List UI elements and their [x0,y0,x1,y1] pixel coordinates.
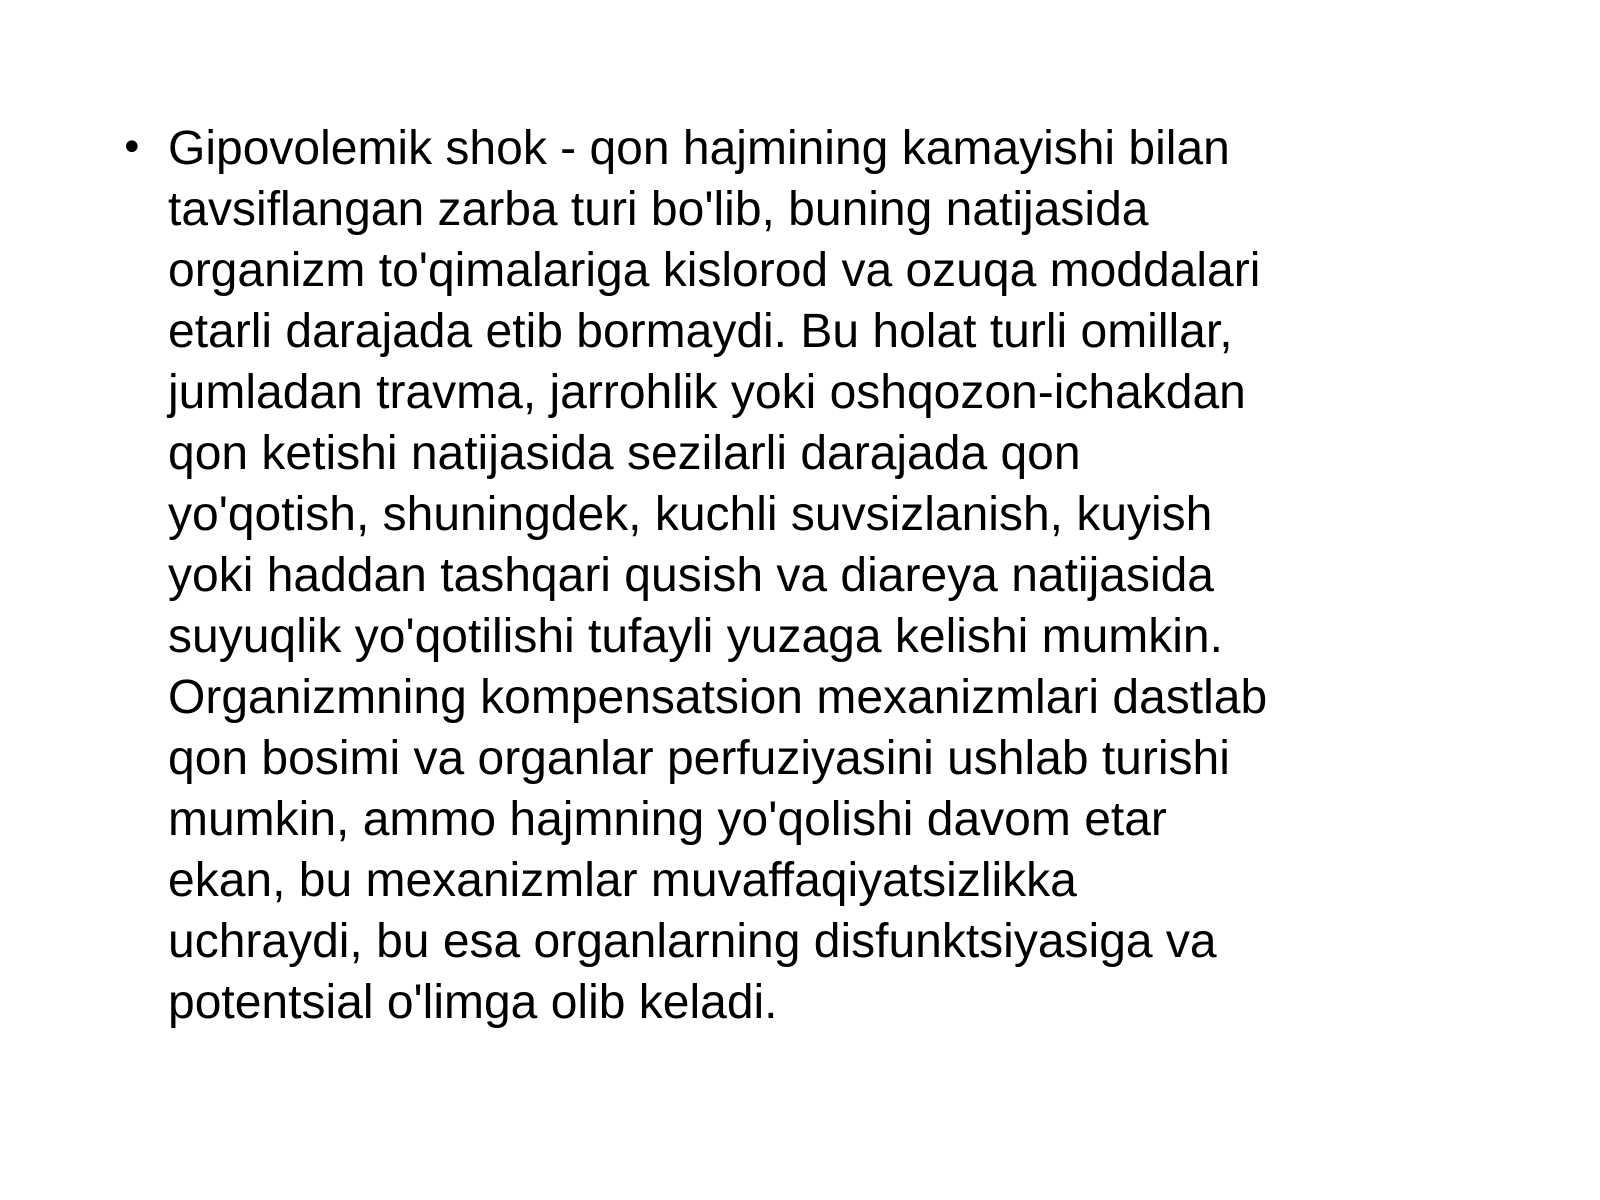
paragraph-line: yo'qotish, shuningdek, kuchli suvsizlanish, kuyish [168,488,1213,541]
paragraph-line: etarli darajada etib bormaydi. Bu holat turli omillar, [168,305,1233,358]
paragraph-line: mumkin, ammo hajmning yo'qolishi davom etar [168,793,1167,846]
bullet-item [120,118,1500,1033]
slide-content [120,118,1500,1033]
bullet-marker: • [120,125,144,171]
paragraph-line: Organizmning kompensatsion mexanizmlari dastlab [168,671,1268,724]
paragraph-line: Gipovolemik shok - qon hajmining kamayishi bilan [168,122,1230,175]
paragraph-line: qon ketishi natijasida sezilarli darajada qon [168,427,1081,480]
bullet-paragraph [168,118,1267,1033]
paragraph-line: ekan, bu mexanizmlar muvaffaqiyatsizlikka [168,854,1077,907]
paragraph-line: yoki haddan tashqari qusish va diareya natijasida [168,549,1214,602]
paragraph-line: jumladan travma, jarrohlik yoki oshqozon-ichakdan [168,366,1246,419]
paragraph-line: qon bosimi va organlar perfuziyasini ushlab turishi [168,732,1230,785]
paragraph-line: suyuqlik yo'qotilishi tufayli yuzaga kelishi mumkin. [168,610,1223,663]
paragraph-line: organizm to'qimalariga kislorod va ozuqa moddalari [168,244,1261,297]
paragraph-line: tavsiflangan zarba turi bo'lib, buning natijasida [168,183,1149,236]
paragraph-line: uchraydi, bu esa organlarning disfunktsiyasiga va [168,915,1217,968]
paragraph-line: potentsial o'limga olib keladi. [168,976,778,1029]
